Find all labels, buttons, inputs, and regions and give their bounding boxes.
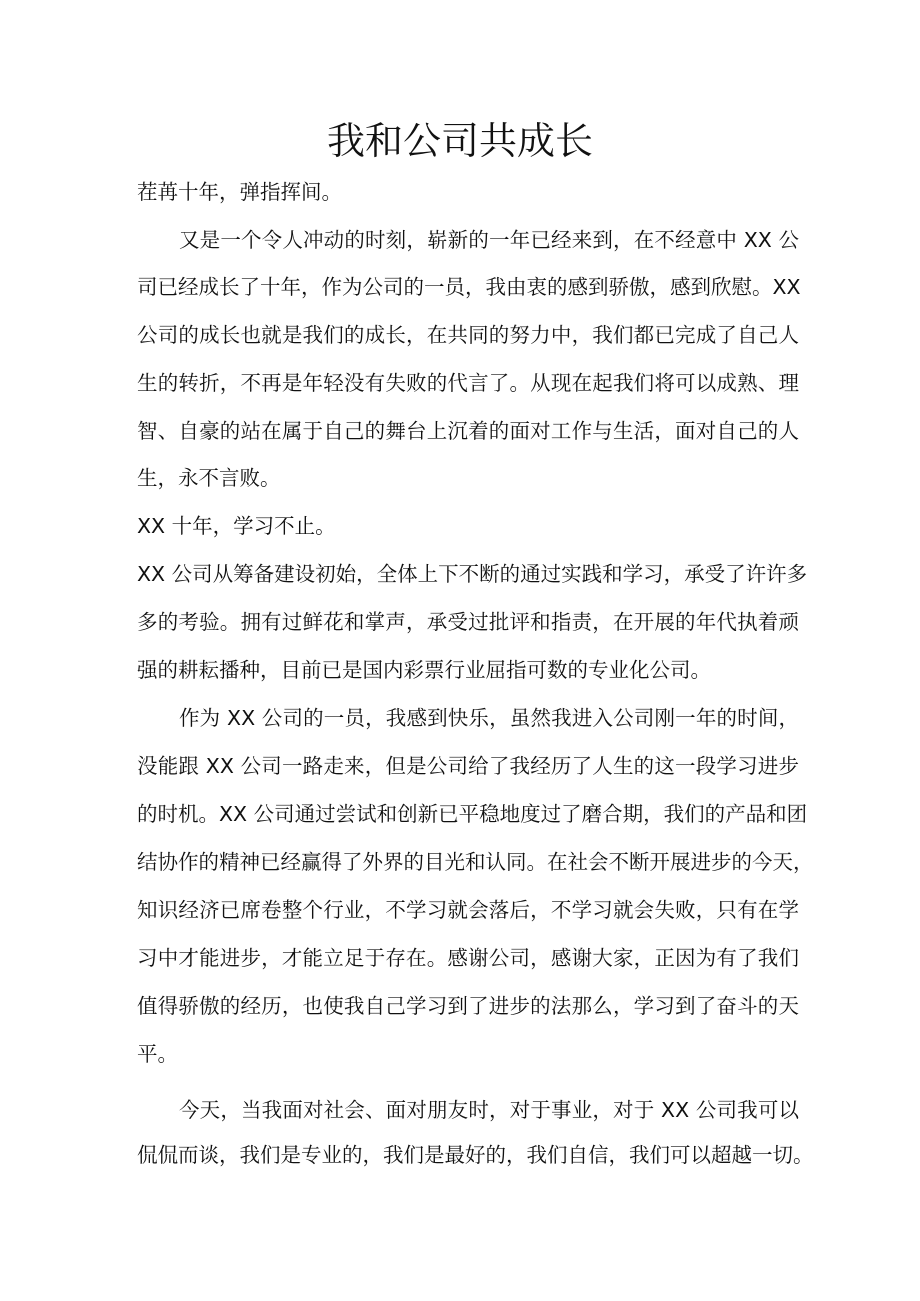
paragraph-line: 侃侃而谈，我们是专业的，我们是最好的，我们自信，我们可以超越一切。 — [137, 1143, 814, 1167]
paragraph-line: 平。 — [137, 1042, 178, 1066]
paragraph-line: 今天，当我面对社会、面对朋友时，对于事业，对于 XX 公司我可以 — [179, 1098, 799, 1122]
paragraph-line: 强的耕耘播种，目前已是国内彩票行业屈指可数的专业化公司。 — [137, 658, 711, 682]
paragraph-line: XX 十年，学习不止。 — [137, 514, 336, 538]
paragraph-line: XX 公司从筹备建设初始，全体上下不断的通过实践和学习，承受了许许多 — [137, 562, 808, 586]
paragraph-line: 知识经济已席卷整个行业，不学习就会落后，不学习就会失败，只有在学 — [137, 898, 799, 922]
paragraph-line: 习中才能进步，才能立足于存在。感谢公司，感谢大家，正因为有了我们 — [137, 946, 799, 970]
paragraph-line: 多的考验。拥有过鲜花和掌声，承受过批评和指责，在开展的年代执着顽 — [137, 610, 799, 634]
paragraph-line: 茬苒十年，弹指挥间。 — [137, 180, 342, 204]
paragraph-line: 生，永不言败。 — [137, 466, 281, 490]
paragraph-line: 没能跟 XX 公司一路走来，但是公司给了我经历了人生的这一段学习进步 — [137, 754, 799, 778]
paragraph-line: 生的转折，不再是年轻没有失败的代言了。从现在起我们将可以成熟、理 — [137, 371, 799, 395]
paragraph-line: 公司的成长也就是我们的成长，在共同的努力中，我们都已完成了自己人 — [137, 323, 799, 347]
document-title: 我和公司共成长 — [326, 119, 593, 163]
paragraph-line: 司已经成长了十年，作为公司的一员，我由衷的感到骄傲，感到欣慰。XX — [137, 275, 801, 299]
paragraph-line: 作为 XX 公司的一员，我感到快乐，虽然我进入公司刚一年的时间， — [179, 706, 799, 730]
paragraph-line: 又是一个令人冲动的时刻，崭新的一年已经来到，在不经意中 XX 公 — [179, 228, 799, 252]
paragraph-line: 结协作的精神已经赢得了外界的目光和认同。在社会不断开展进步的今天， — [137, 850, 814, 874]
paragraph-line: 的时机。XX 公司通过尝试和创新已平稳地度过了磨合期，我们的产品和团 — [137, 802, 808, 826]
paragraph-line: 智、自豪的站在属于自己的舞台上沉着的面对工作与生活，面对自己的人 — [137, 419, 799, 443]
paragraph-line: 值得骄傲的经历，也使我自己学习到了进步的法那么，学习到了奋斗的天 — [137, 994, 799, 1018]
